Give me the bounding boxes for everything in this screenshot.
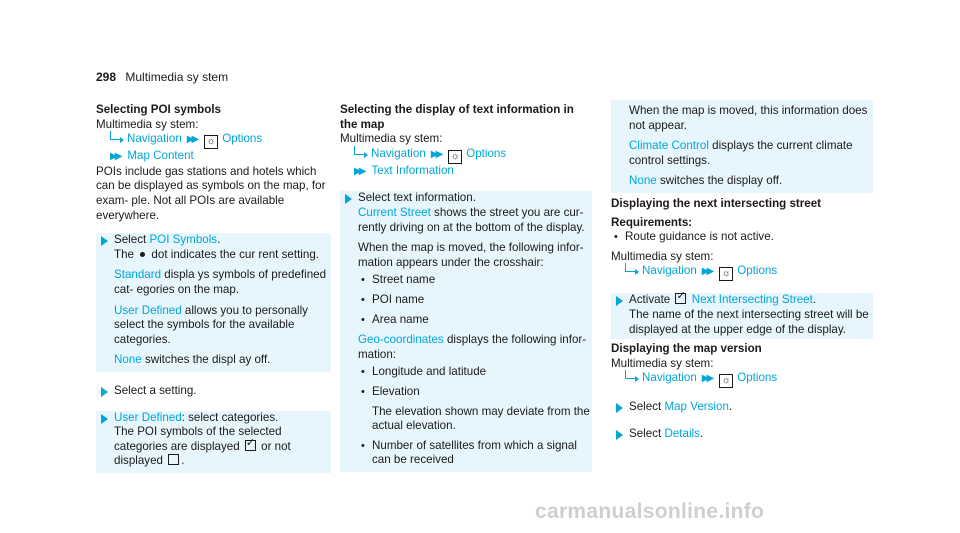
step-arrow-icon bbox=[616, 296, 623, 306]
map-version-option[interactable]: Map Version bbox=[664, 400, 729, 414]
step-arrow-icon bbox=[101, 236, 108, 246]
step-arrow-icon bbox=[101, 387, 108, 397]
page-number: 298 bbox=[96, 70, 117, 84]
nav-navigation-link[interactable]: Navigation bbox=[127, 132, 182, 146]
double-chevron-icon: ▶▶ bbox=[110, 151, 120, 163]
system-label: Multimedia sy stem: bbox=[611, 356, 714, 370]
nav-map-content-link[interactable]: Map Content bbox=[127, 149, 194, 163]
options-gear-icon: ☼ bbox=[719, 374, 733, 388]
nav-path-line bbox=[611, 264, 873, 281]
radio-dot-icon bbox=[140, 252, 145, 257]
system-label: Multimedia sy stem: bbox=[611, 249, 714, 263]
details-option[interactable]: Details bbox=[664, 426, 700, 440]
none-option[interactable]: None bbox=[114, 353, 142, 367]
nav-navigation-link[interactable]: Navigation bbox=[642, 264, 697, 278]
checkbox-unchecked-icon bbox=[168, 454, 179, 465]
list-item: • POI name bbox=[358, 293, 592, 308]
requirements-label: Requirements: bbox=[611, 215, 693, 229]
geo-coordinates-option[interactable]: Geo-coordinates bbox=[358, 333, 444, 347]
nav-path-line1 bbox=[340, 147, 592, 164]
nav-navigation-link[interactable]: Navigation bbox=[371, 146, 426, 160]
double-chevron-icon: ▶▶ bbox=[354, 165, 364, 177]
heading-map-version: Displaying the map version bbox=[611, 342, 762, 356]
nav-options-link[interactable]: Options bbox=[737, 264, 778, 278]
step-select-poi-symbols: Select POI Symbols. The dot indicates the cur rent setting. Standard displa ys symbols of predefined cat‑ egories on the map. User Defined allows you to personally select the symbols for the available categories. None switches the displ ay off. bbox=[96, 233, 331, 372]
step-arrow-icon bbox=[616, 430, 623, 440]
nav-options-link[interactable]: Options bbox=[737, 371, 778, 385]
requirements-list bbox=[611, 230, 873, 245]
double-chevron-icon: ▶▶ bbox=[701, 373, 712, 385]
step-arrow-icon bbox=[101, 414, 108, 424]
heading-poi-symbols: Selecting POI symbols bbox=[96, 103, 221, 116]
column-poi-symbols bbox=[96, 103, 331, 473]
checkbox-checked-icon bbox=[675, 293, 686, 304]
step-arrow-icon bbox=[616, 403, 623, 413]
continued-step-block: When the map is moved, this information does not appear. Climate Control displays the current climate control settings. None switches the display off. bbox=[611, 100, 873, 193]
options-gear-icon: ☼ bbox=[448, 150, 462, 164]
list-item: • Longitude and latitude bbox=[358, 365, 592, 380]
nav-options-link[interactable]: Options bbox=[466, 146, 507, 160]
list-item: • Elevation The elevation shown may deviate from the actual elevation. bbox=[358, 385, 592, 434]
nav-text-information-link[interactable]: Text Information bbox=[371, 163, 454, 177]
double-chevron-icon: ▶▶ bbox=[430, 148, 441, 160]
nav-path-line2 bbox=[340, 164, 592, 180]
heading-text-information: Selecting the display of text information in the map bbox=[340, 103, 574, 131]
nav-path-line bbox=[611, 371, 873, 388]
double-chevron-icon: ▶▶ bbox=[701, 266, 712, 278]
page-header bbox=[96, 70, 228, 85]
system-label: Multimedia sy stem: bbox=[96, 117, 199, 131]
watermark: carmanualsonline.info bbox=[535, 500, 765, 523]
current-street-option[interactable]: Current Street bbox=[358, 205, 431, 219]
nav-path-line1 bbox=[96, 132, 331, 149]
column-text-information bbox=[340, 103, 592, 472]
double-chevron-icon: ▶▶ bbox=[186, 134, 197, 146]
step-select-details: Select Details. bbox=[611, 427, 873, 442]
step-activate-next-street: Activate ✓ Next Intersecting Street. The name of the next intersecting street will be displayed at the upper edge of the display. bbox=[611, 293, 873, 339]
list-item: • Route guidance is not active. bbox=[611, 230, 873, 245]
step-select-setting: Select a setting. bbox=[96, 384, 331, 399]
standard-option[interactable]: Standard bbox=[114, 268, 162, 282]
none-option[interactable]: None bbox=[629, 174, 657, 188]
nav-hook-icon bbox=[110, 131, 121, 140]
nav-hook-icon bbox=[354, 146, 365, 155]
nav-navigation-link[interactable]: Navigation bbox=[642, 371, 697, 385]
list-item: • Street name bbox=[358, 273, 592, 288]
checkbox-checked-icon bbox=[245, 440, 256, 451]
list-item: • Number of satellites from which a signal can be received bbox=[358, 439, 592, 472]
nav-hook-icon bbox=[625, 263, 636, 272]
crosshair-info-list bbox=[358, 273, 592, 327]
list-item: • Area name bbox=[358, 313, 592, 328]
options-gear-icon: ☼ bbox=[204, 135, 218, 149]
column-next-street-and-version bbox=[611, 103, 873, 442]
poi-symbols-link[interactable]: POI Symbols bbox=[149, 233, 218, 247]
geo-info-list bbox=[358, 365, 592, 472]
system-label: Multimedia sy stem: bbox=[340, 132, 443, 146]
elevation-note: The elevation shown may deviate from the actual elevation. bbox=[372, 404, 590, 433]
next-intersecting-street-option[interactable]: Next Intersecting Street bbox=[691, 293, 813, 307]
step-user-defined: User Defined: select categories. The POI symbols of the selected categories are displayed ✓ or not displayed . bbox=[96, 411, 331, 473]
nav-path-line2 bbox=[96, 149, 331, 165]
user-defined-link[interactable]: User Defined bbox=[114, 410, 182, 424]
heading-next-intersecting-street: Displaying the next intersecting street bbox=[611, 196, 822, 210]
page-section-title: Multimedia sy stem bbox=[125, 70, 229, 84]
climate-control-option[interactable]: Climate Control bbox=[629, 139, 709, 153]
step-arrow-icon bbox=[345, 194, 352, 204]
poi-intro-text: POIs include gas stations and hotels which can be displayed as symbols on the map, for exam‑ ple. Not all POIs are available everywhere. bbox=[96, 164, 326, 222]
nav-options-link[interactable]: Options bbox=[222, 132, 263, 146]
step-select-text-information: Select text information. Current Street shows the street you are cur‑ rently driving on at the bottom of the display. When the map is moved, the following infor‑ mation appears under the crosshair: • Street name • POI name • Area name Geo-coordinates displays the following infor‑ mation: • Longitude and latitude • Elevation The elevation shown may deviate from the actual elevation. • Number of satellites from which a signal can be received bbox=[340, 191, 592, 472]
options-gear-icon: ☼ bbox=[719, 267, 733, 281]
user-defined-option[interactable]: User Defined bbox=[114, 303, 182, 317]
nav-hook-icon bbox=[625, 370, 636, 379]
step-select-map-version: Select Map Version. bbox=[611, 400, 873, 415]
